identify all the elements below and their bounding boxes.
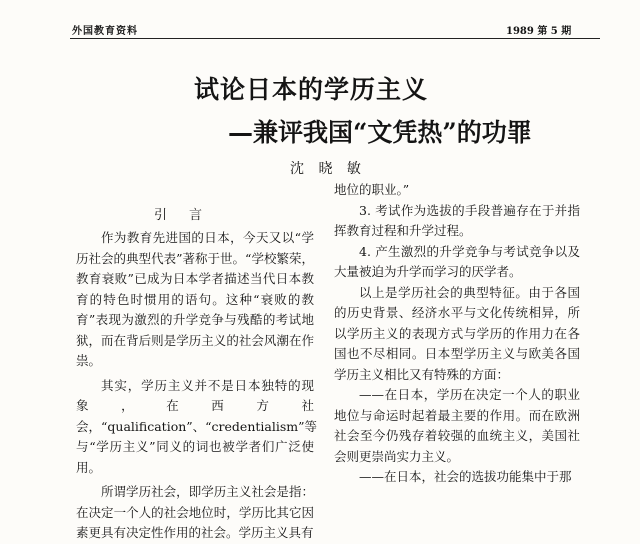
paragraph: 以上是学历社会的典型特征。由于各国的历史背景、经济水平与文化传统相异，所以学历主义的表现方式与学历的作用力在各国也不尽相同。日本型学历主义与欧美各国学历主义相比又有特殊的方面： [334,284,580,382]
left-column [76,228,318,544]
right-column [334,180,580,488]
paragraph: 地位的职业。” [334,182,410,197]
paragraph: ——在日本，学历在决定一个人的职业地位与命运时起着最主要的作用。而在欧洲社会至今仍残存着较强的血统主义，美国社会则更崇尚实力主义。 [334,387,580,464]
journal-name: 外国教育资料 [72,26,138,37]
article-author: 沈 晓 敏 [290,161,366,177]
paragraph: 4. 产生激烈的升学竞争与考试竞争以及大量被迫为升学而学习的厌学者。 [334,243,580,279]
issue-number: 1989 第 5 期 [506,26,572,37]
article-title: 试论日本的学历主义 [194,75,429,104]
paragraph: 所谓学历社会，即学历主义社会是指：在决定一个人的社会地位时，学历比其它因素更具有决定性作用的社会。学历主义具有 [76,484,314,540]
paragraph: 其实，学历主义并不是日本独特的现象，在西方社会，“qualification”、“credentialism”等与“学历主义”同义的词也被学者们广泛使用。 [76,377,318,475]
section-heading: 引言 [154,208,225,223]
paragraph: ——在日本，社会的选拔功能集中于那 [359,469,572,484]
header-rule [70,38,600,39]
article-subtitle: —兼评我国“文凭热”的功罪 [228,118,532,147]
paragraph: 作为教育先进国的日本，今天又以“学历社会的典型代表”著称于世。“学校繁荣，教育衰败”已成为日本学者描述当代日本教育的特色时惯用的语句。这种“衰败的教育”表现为激烈的升学竞争与残酷的考试地狱，而在背后则是学历主义的社会风潮在作祟。 [76,230,314,368]
paragraph: 3. 考试作为选拔的手段普遍存在于并指挥教育过程和升学过程。 [334,202,580,238]
